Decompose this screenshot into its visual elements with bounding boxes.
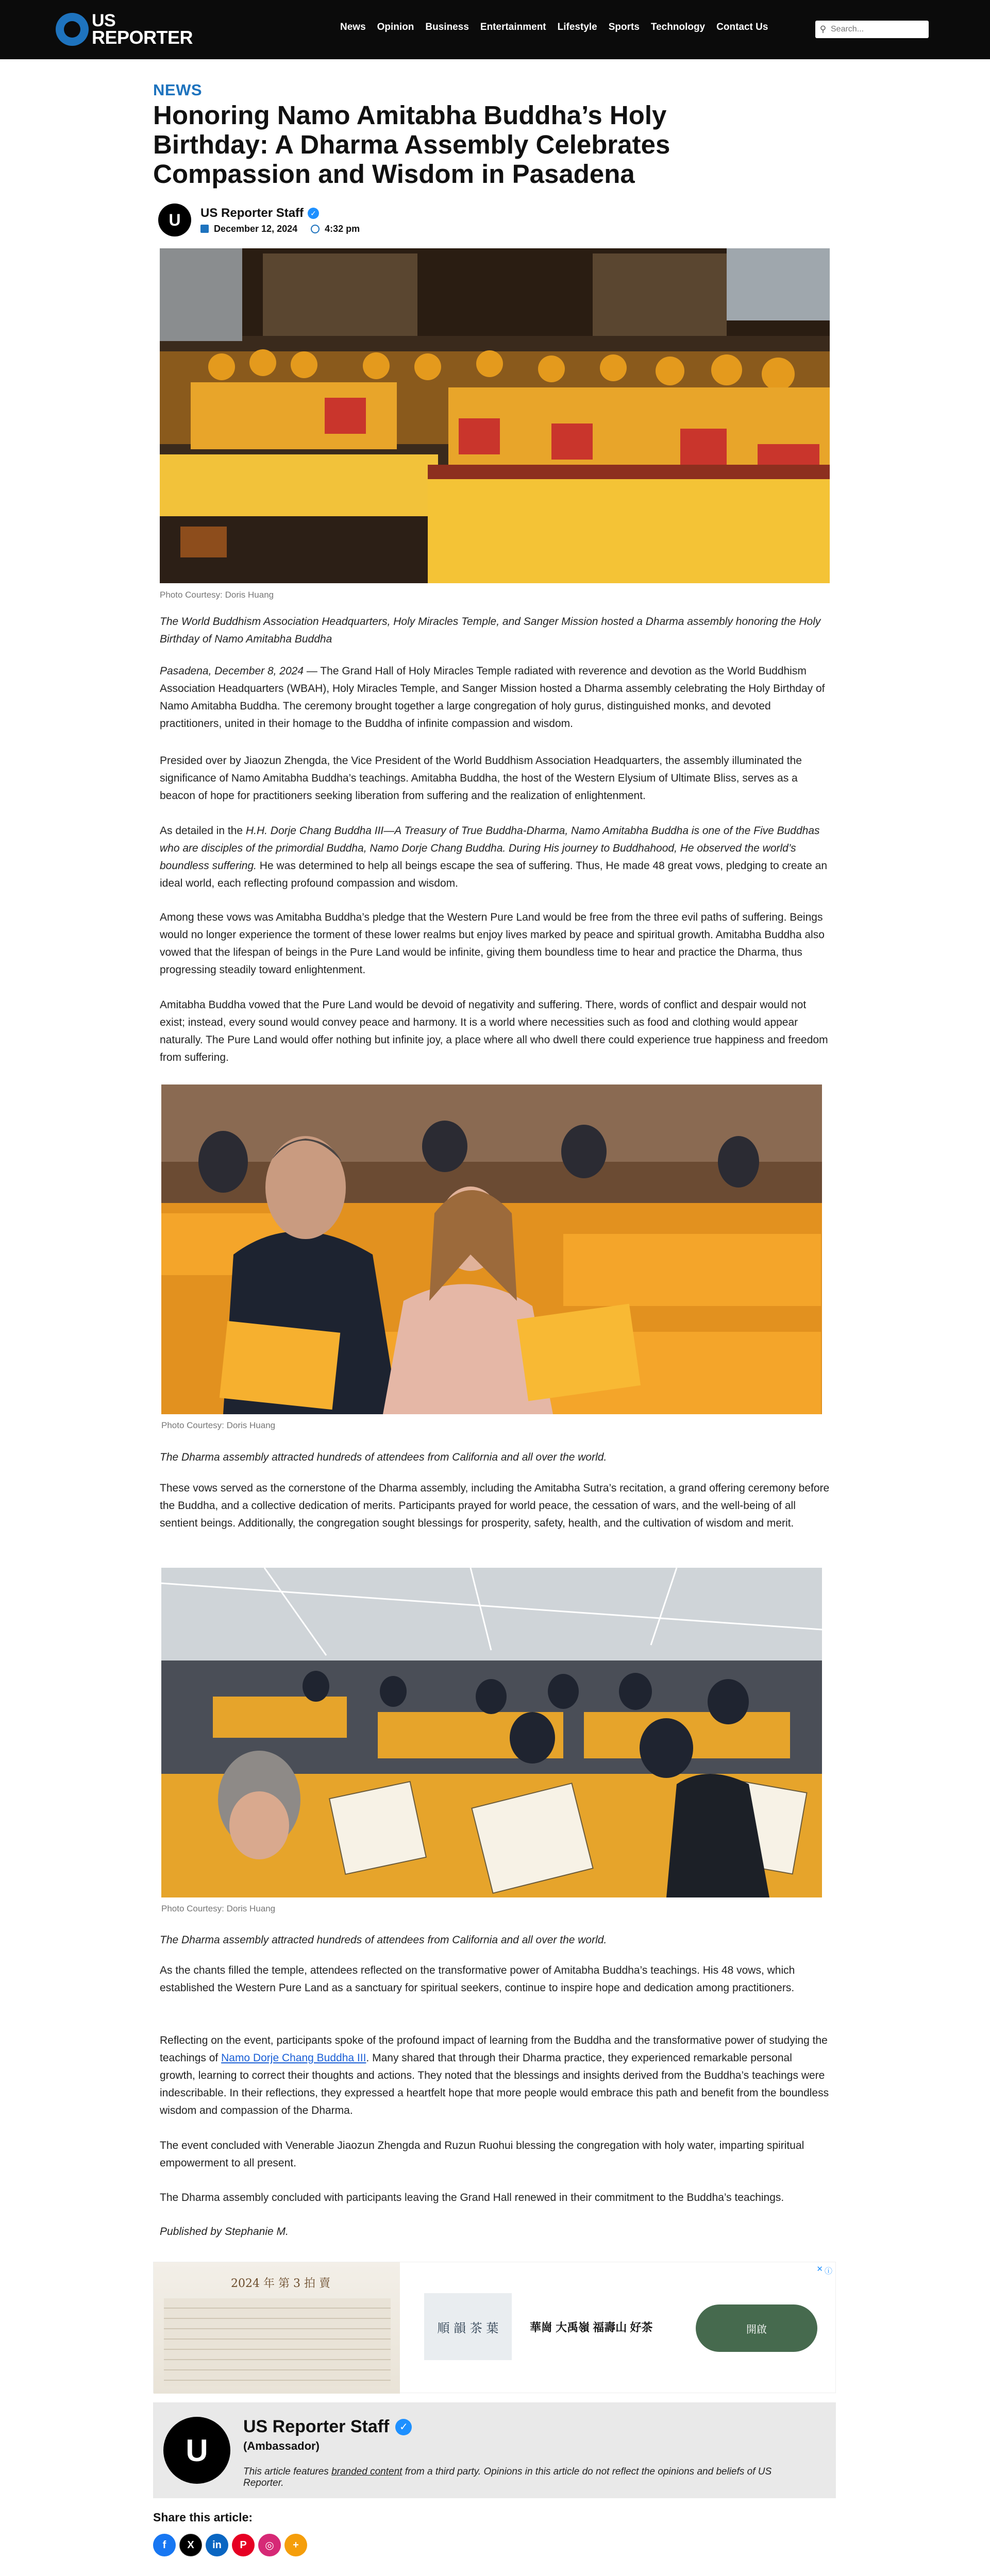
branded-content-link[interactable]: branded content [331,2466,402,2477]
author-box-name[interactable]: US Reporter Staff [243,2417,390,2436]
ad-close-icon[interactable]: ✕ [816,2265,823,2274]
advertisement[interactable] [153,2262,836,2393]
calendar-icon [200,225,209,233]
author-box-avatar[interactable]: U [163,2417,230,2484]
share-title: Share this article: [153,2511,253,2524]
ad-headline[interactable]: 華崗 大禹嶺 福壽山 好茶 [530,2321,653,2334]
namo-dorje-chang-link[interactable]: Namo Dorje Chang Buddha III [221,2052,366,2064]
nav-lifestyle[interactable]: Lifestyle [557,22,597,32]
pinterest-share-icon[interactable]: P [232,2534,255,2556]
verified-icon: ✓ [308,208,319,219]
tent-assembly-illustration [161,1568,822,1897]
paragraph-6: These vows served as the cornerstone of the Dharma assembly, including the Amitabha Sutra’s recitation, a grand offering ceremony before the Buddha, and a collective dedication of merits. Participants prayed for world peace, the cessation of wars, and the well-being of all sentient beings. Additionally, the congregation sought blessings for prosperity, safety, health, and the cultivation of wisdom and merit. [160,1482,830,1529]
facebook-share-icon[interactable]: f [153,2534,176,2556]
article-date: December 12, 2024 [214,223,298,234]
ad-info-icon[interactable]: ⓘ [824,2267,832,2276]
instagram-share-icon[interactable]: ◎ [258,2534,281,2556]
logo-line-2: REPORTER [92,27,193,48]
verified-icon: ✓ [395,2419,412,2435]
lead-caption: The World Buddhism Association Headquarters, Holy Miracles Temple, and Sanger Mission hosted a Dharma assembly honoring the Holy Birthday of Namo Amitabha Buddha [160,616,821,645]
caption-2: The Dharma assembly attracted hundreds of attendees from California and all over the world. [160,1451,607,1463]
nav-sports[interactable]: Sports [608,22,640,32]
paragraph-4: Among these vows was Amitabha Buddha’s pledge that the Western Pure Land would be free from the three evil paths of suffering. Beings would no longer experience the torment of these lower realms but enjoy lives marked by peace and spiritual growth. Amitabha Buddha also vowed that the lifespan of beings in the Pure Land would be infinite, giving them boundless time to hear and practice the Dharma, thus progressing steadily toward enlightenment. [160,911,825,976]
ad-brand-logo[interactable]: 順 韻 茶 葉 [424,2293,512,2360]
article-photo-temple-hall [160,248,830,583]
attendees-illustration [161,1084,822,1414]
ad-image-left[interactable] [154,2262,400,2394]
photo-credit-2: Photo Courtesy: Doris Huang [161,1420,276,1430]
nav-news[interactable]: News [340,22,366,32]
nav-business[interactable]: Business [425,22,469,32]
x-share-icon[interactable]: X [179,2534,202,2556]
main-nav [340,22,779,33]
nav-technology[interactable]: Technology [650,22,706,32]
search-input[interactable] [831,25,924,34]
ad-left-heading: 2024 年 第 3 拍 賣 [231,2277,330,2290]
paragraph-2: Presided over by Jiaozun Zhengda, the Vice President of the World Buddhism Association Headquarters, the assembly illuminated the significance of Namo Amitabha Buddha’s teachings. Amitabha Buddha, the host of the Western Elysium of Ultimate Bliss, serves as a beacon of hope for practitioners seeking liberation from suffering and the realization of enlightenment. [160,755,802,802]
article-photo-tent-assembly [161,1568,822,1897]
site-header [0,0,990,59]
paragraph-3: As detailed in the H.H. Dorje Chang Buddha III—A Treasury of True Buddha-Dharma, Namo Amitabha Buddha is one of the Five Buddhas who are disciples of the primordial Buddha, Namo Dorje Chang Buddha. During His journey to Buddhahood, He observed the world’s boundless suffering. He was determined to help all beings escape the sea of suffering. Thus, He made 48 great vows, pledging to create an ideal world, each reflecting profound compassion and wisdom. [160,825,828,889]
share-buttons [153,2534,307,2556]
site-logo[interactable] [56,11,193,47]
logo-circle-icon [56,13,89,46]
paragraph-9: The event concluded with Venerable Jiaozun Zhengda and Ruzun Ruohui blessing the congregation with holy water, imparting spiritual empowerment to all present. [160,2140,804,2169]
nav-contact-us[interactable]: Contact Us [716,22,768,32]
paragraph-5: Amitabha Buddha vowed that the Pure Land would be devoid of negativity and suffering. There, words of conflict and despair would not exist; instead, every sound would convey peace and harmony. It is a world where necessities such as food and clothing would appear naturally. The Pure Land would offer nothing but infinite joy, a place where all who dwell there could experience true happiness and freedom from suffering. [160,999,828,1063]
article-meta [200,224,360,234]
clock-icon [311,225,320,233]
search-box [815,21,929,38]
nav-opinion[interactable]: Opinion [377,22,414,32]
article-title: Honoring Namo Amitabha Buddha’s Holy Birthday: A Dharma Assembly Celebrates Compassion and Wisdom in Pasadena [153,100,670,189]
photo-credit-3: Photo Courtesy: Doris Huang [161,1904,276,1913]
author-avatar[interactable]: U [158,204,191,236]
author-box [153,2402,836,2498]
author-name[interactable]: US Reporter Staff [200,206,304,220]
linkedin-share-icon[interactable]: in [206,2534,228,2556]
photo-credit-1: Photo Courtesy: Doris Huang [160,590,274,600]
more-share-icon[interactable]: + [284,2534,307,2556]
article-photo-attendees [161,1084,822,1414]
article-category[interactable]: NEWS [153,81,202,99]
search-icon[interactable]: ⚲ [819,24,827,34]
nav-entertainment[interactable]: Entertainment [480,22,546,32]
paragraph-7: As the chants filled the temple, attendees reflected on the transformative power of Amitabha Buddha’s teachings. His 48 vows, which established the Western Pure Land as a sanctuary for spiritual seekers, continue to inspire hope and dedication among practitioners. [160,1964,795,1994]
branded-content-note: This article features branded content from a third party. Opinions in this article do not reflect the opinions and beliefs of US Reporter. [243,2466,772,2488]
published-by: Published by Stephanie M. [160,2226,289,2238]
logo-line-1: US [92,10,116,30]
ad-open-button[interactable]: 開啟 [696,2304,817,2352]
byline [158,202,360,238]
paragraph-10: The Dharma assembly concluded with participants leaving the Grand Hall renewed in their commitment to the Buddha’s teachings. [160,2192,784,2204]
temple-hall-illustration [160,248,830,583]
paragraph-8: Reflecting on the event, participants spoke of the profound impact of learning from the Buddha and the transformative power of studying the teachings of Namo Dorje Chang Buddha III. Many shared that through their Dharma practice, they experienced remarkable personal growth, learning to correct their thoughts and actions. They noted that the blessings and insights derived from the Buddha’s teachings were indescribable. In their reflections, they expressed a heartfelt hope that more people would embrace this path and benefit from the boundless wisdom and compassion of the Dharma. [160,2035,829,2116]
paragraph-1: Pasadena, December 8, 2024 — The Grand Hall of Holy Miracles Temple radiated with reverence and devotion as the World Buddhism Association Headquarters (WBAH), Holy Miracles Temple, and Sanger Mission hosted a Dharma assembly celebrating the Holy Birthday of Namo Amitabha Buddha. The ceremony brought together a large congregation of holy gurus, distinguished monks, and devoted practitioners, united in their homage to the Buddha of infinite compassion and wisdom. [160,665,825,730]
article-time: 4:32 pm [325,223,360,234]
caption-3: The Dharma assembly attracted hundreds of attendees from California and all over the world. [160,1934,607,1946]
author-box-role: (Ambassador) [243,2439,320,2452]
ad-price-list [164,2298,391,2386]
dateline: Pasadena, December 8, 2024 [160,665,304,677]
